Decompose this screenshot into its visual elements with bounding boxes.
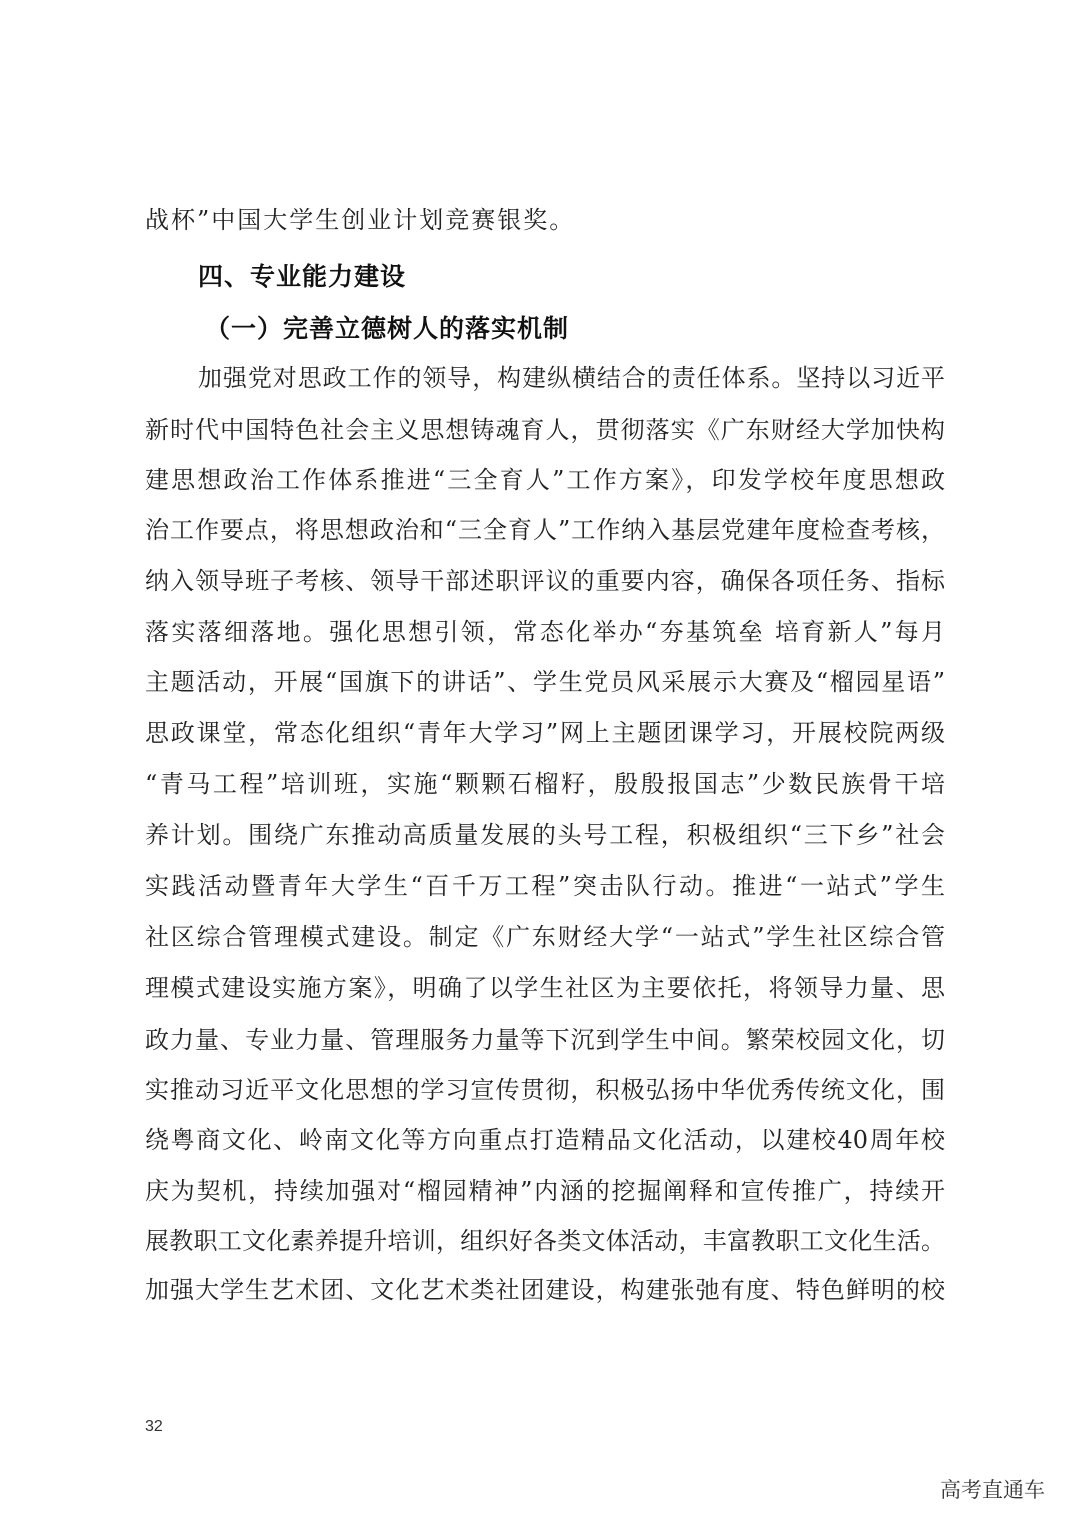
paragraph-line: 实践活动暨青年大学生“百千万工程”突击队行动。推进“一站式”学生 xyxy=(145,872,945,900)
watermark: 高考直通车 xyxy=(940,1478,1045,1502)
paragraph-line: 社区综合管理模式建设。制定《广东财经大学“一站式”学生社区综合管 xyxy=(145,923,945,951)
continuation-line: 战杯”中国大学生创业计划竞赛银奖。 xyxy=(145,206,576,234)
section-heading: 四、专业能力建设 xyxy=(198,262,407,291)
paragraph-line: 理模式建设实施方案》，明确了以学生社区为主要依托，将领导力量、思 xyxy=(145,974,945,1002)
paragraph-line: 绕粤商文化、岭南文化等方向重点打造精品文化活动，以建校40周年校 xyxy=(145,1126,945,1154)
paragraph-line: 实推动习近平文化思想的学习宣传贯彻，积极弘扬中华优秀传统文化，围 xyxy=(145,1076,945,1104)
paragraph-line: 思政课堂，常态化组织“青年大学习”网上主题团课学习，开展校院两级 xyxy=(145,719,945,747)
paragraph-line: 建思想政治工作体系推进“三全育人”工作方案》，印发学校年度思想政 xyxy=(145,466,945,494)
paragraph-line: 纳入领导班子考核、领导干部述职评议的重要内容，确保各项任务、指标 xyxy=(145,567,945,595)
paragraph-line: 养计划。围绕广东推动高质量发展的头号工程，积极组织“三下乡”社会 xyxy=(145,821,945,849)
subsection-heading: （一）完善立德树人的落实机制 xyxy=(205,314,570,343)
paragraph-line: 新时代中国特色社会主义思想铸魂育人，贯彻落实《广东财经大学加快构 xyxy=(145,416,945,444)
paragraph-line: 治工作要点，将思想政治和“三全育人”工作纳入基层党建年度检查考核， xyxy=(145,516,945,544)
paragraph-line: 加强大学生艺术团、文化艺术类社团建设，构建张弛有度、特色鲜明的校 xyxy=(145,1276,945,1304)
paragraph-line: 落实落细落地。强化思想引领，常态化举办“夯基筑垒 培育新人”每月 xyxy=(145,618,945,646)
paragraph-line: 政力量、专业力量、管理服务力量等下沉到学生中间。繁荣校园文化，切 xyxy=(145,1026,945,1054)
paragraph-line: 展教职工文化素养提升培训，组织好各类文体活动，丰富教职工文化生活。 xyxy=(145,1227,945,1255)
paragraph-line: 庆为契机，持续加强对“榴园精神”内涵的挖掘阐释和宣传推广，持续开 xyxy=(145,1177,945,1205)
paragraph-line: 加强党对思政工作的领导，构建纵横结合的责任体系。坚持以习近平 xyxy=(198,364,945,392)
paragraph-line: 主题活动，开展“国旗下的讲话”、学生党员风采展示大赛及“榴园星语” xyxy=(145,668,945,696)
paragraph-line: “青马工程”培训班，实施“颗颗石榴籽，殷殷报国志”少数民族骨干培 xyxy=(145,770,945,798)
page-number: 32 xyxy=(145,1418,163,1435)
